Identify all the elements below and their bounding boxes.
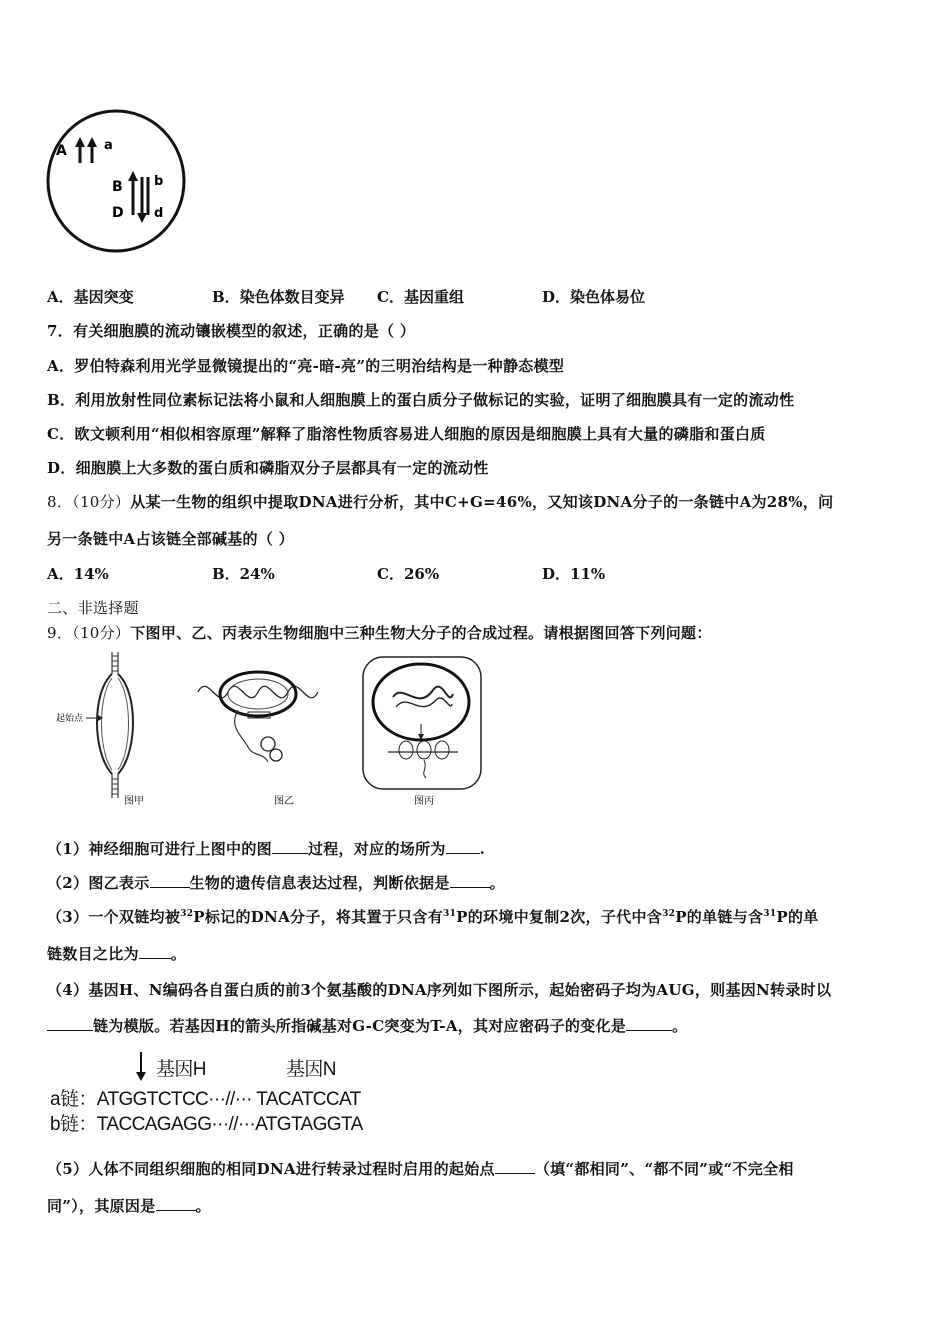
q9-part5-line1 — [47, 1158, 794, 1179]
chromosome-cell-figure — [44, 105, 190, 255]
q9-part2-text-b: 生物的遗传信息表达过程，判断依据是 — [189, 874, 450, 892]
q9-part1-blank-1[interactable] — [272, 839, 308, 854]
caption-jia: 图甲 — [124, 796, 144, 807]
isotope-31-sup-2: 31 — [763, 909, 777, 919]
gene-sequence-figure — [50, 1048, 390, 1138]
origin-label: 起始点 — [56, 714, 84, 724]
mutation-arrow-icon — [135, 1052, 147, 1082]
q8-option-d[interactable]: D．11% — [542, 565, 606, 583]
allele-d-label: d — [154, 206, 164, 221]
q9-stem — [47, 622, 712, 643]
q9-part3-text-c: P的环境中复制2次，子代中含 — [456, 908, 663, 926]
q9-part5-blank-1[interactable] — [495, 1159, 535, 1174]
q9-stem-text: 下图甲、乙、丙表示生物细胞中三种生物大分子的合成过程。请根据图回答下列问题： — [130, 624, 712, 642]
q9-part4-blank-2[interactable] — [626, 1016, 672, 1031]
q9-part2-blank-2[interactable] — [450, 873, 490, 888]
gene-h-label: 基因H — [156, 1059, 206, 1080]
q8-number: 8．（10分） — [47, 493, 131, 511]
q9-part4-line1: （4）基因H、N编码各自蛋白质的前3个氨基酸的DNA序列如下图所示，起始密码子均为AUG，则基因N转录时以 — [47, 981, 832, 999]
figure-jia-replication — [56, 652, 133, 798]
allele-A-label: A — [56, 143, 67, 159]
figure-bing-eukaryote — [363, 657, 481, 789]
q9-part5-text-line1a: （5）人体不同组织细胞的相同DNA进行转录过程时启用的起始点 — [47, 1160, 495, 1178]
caption-bing: 图丙 — [414, 796, 434, 807]
allele-D-label: D — [112, 205, 124, 221]
isotope-32-sup: 32 — [180, 909, 194, 919]
allele-B-label: B — [112, 179, 123, 195]
q9-part2-blank-1[interactable] — [150, 873, 190, 888]
isotope-32-sup-2: 32 — [662, 909, 676, 919]
q8-stem-text: 从某一生物的组织中提取DNA进行分析，其中C+G=46%，又知该DNA分子的一条链中A为28%，问 — [130, 493, 834, 511]
q8-option-c[interactable]: C．26% — [377, 565, 440, 583]
q8-option-a[interactable]: A．14% — [47, 565, 109, 583]
q9-part5-text-line2b: 。 — [195, 1197, 211, 1215]
q9-part5-text-line2a: 同”），其原因是 — [47, 1197, 156, 1215]
chain-b-row — [50, 1109, 363, 1136]
isotope-31-sup: 31 — [443, 909, 457, 919]
q9-part2 — [47, 872, 505, 893]
q6-option-c[interactable]: C．基因重组 — [377, 288, 464, 306]
q9-part3-blank[interactable] — [139, 944, 171, 959]
q9-part4-text-line2b: 。 — [672, 1017, 688, 1035]
figure-yi-coupled — [198, 672, 318, 762]
q6-option-a[interactable]: A．基因突变 — [47, 288, 134, 306]
q7-stem: 7．有关细胞膜的流动镶嵌模型的叙述，正确的是（ ） — [47, 322, 416, 340]
q7-option-b[interactable]: B．利用放射性同位素标记法将小鼠和人细胞膜上的蛋白质分子做标记的实验，证明了细胞膜具有一定的流动性 — [47, 391, 795, 409]
q9-part2-text-a: （2）图乙表示 — [47, 874, 150, 892]
q6-option-d[interactable]: D．染色体易位 — [542, 288, 646, 306]
q9-part3-text-d: P的单链与含 — [675, 908, 764, 926]
q8-option-b[interactable]: B．24% — [212, 565, 275, 583]
chain-a-sequence: ATGGTCTCC···//··· TACATCCAT — [96, 1089, 361, 1110]
q9-part3-line2 — [47, 943, 186, 964]
q7-option-d[interactable]: D．细胞膜上大多数的蛋白质和磷脂双分子层都具有一定的流动性 — [47, 459, 489, 477]
chain-b-sequence: TACCAGAGG···//···ATGTAGGTA — [96, 1114, 363, 1135]
allele-b-label: b — [154, 174, 164, 189]
q9-part5-line2 — [47, 1195, 211, 1216]
q9-part3-text-line2b: 。 — [170, 945, 187, 963]
q9-part2-text-c: 。 — [489, 874, 505, 892]
chain-a-row — [50, 1084, 361, 1111]
q6-option-b[interactable]: B．染色体数目变异 — [212, 288, 345, 306]
q9-part3-line1 — [47, 906, 819, 927]
q9-part3-text-a: （3）一个双链均被 — [47, 908, 181, 926]
q9-part5-text-line1b: （填“都相同”、“都不同”或“不完全相 — [534, 1160, 794, 1178]
chain-b-label: b链： — [50, 1114, 97, 1135]
synthesis-figure — [48, 652, 498, 812]
q9-part1-text-a: （1）神经细胞可进行上图中的图 — [47, 840, 272, 858]
q9-part4-line2 — [47, 1015, 687, 1036]
q9-part3-text-e: P的单 — [776, 908, 819, 926]
q7-option-c[interactable]: C．欧文顿利用“相似相容原理”解释了脂溶性物质容易进人细胞的原因是细胞膜上具有大量的磷脂和蛋白质 — [47, 425, 766, 443]
q9-part5-blank-2[interactable] — [156, 1196, 196, 1211]
q9-part1-text-b: 过程，对应的场所为 — [307, 840, 446, 858]
q8-stem-line1 — [47, 491, 833, 512]
q9-part1-text-c: . — [479, 840, 486, 858]
chain-a-label: a链： — [50, 1089, 97, 1110]
q9-part1-blank-2[interactable] — [446, 839, 480, 854]
section-title: 二、非选择题 — [47, 599, 139, 617]
caption-yi: 图乙 — [274, 796, 294, 807]
gene-n-label: 基因N — [286, 1059, 336, 1080]
q9-number: 9．（10分） — [47, 624, 131, 642]
q9-part4-text-line2a: 链为模版。若基因H的箭头所指碱基对G-C突变为T-A，其对应密码子的变化是 — [93, 1017, 627, 1035]
q9-part4-blank-1[interactable] — [47, 1016, 93, 1031]
allele-a-label: a — [104, 138, 113, 153]
q7-option-a[interactable]: A．罗伯特森利用光学显微镜提出的“亮-暗-亮”的三明治结构是一种静态模型 — [47, 357, 565, 375]
q9-part1 — [47, 838, 485, 859]
q9-part3-text-line2a: 链数目之比为 — [47, 945, 139, 963]
q9-part3-text-b: P标记的DNA分子，将其置于只含有 — [193, 908, 444, 926]
q8-stem-line2: 另一条链中A占该链全部碱基的（ ） — [47, 530, 294, 548]
